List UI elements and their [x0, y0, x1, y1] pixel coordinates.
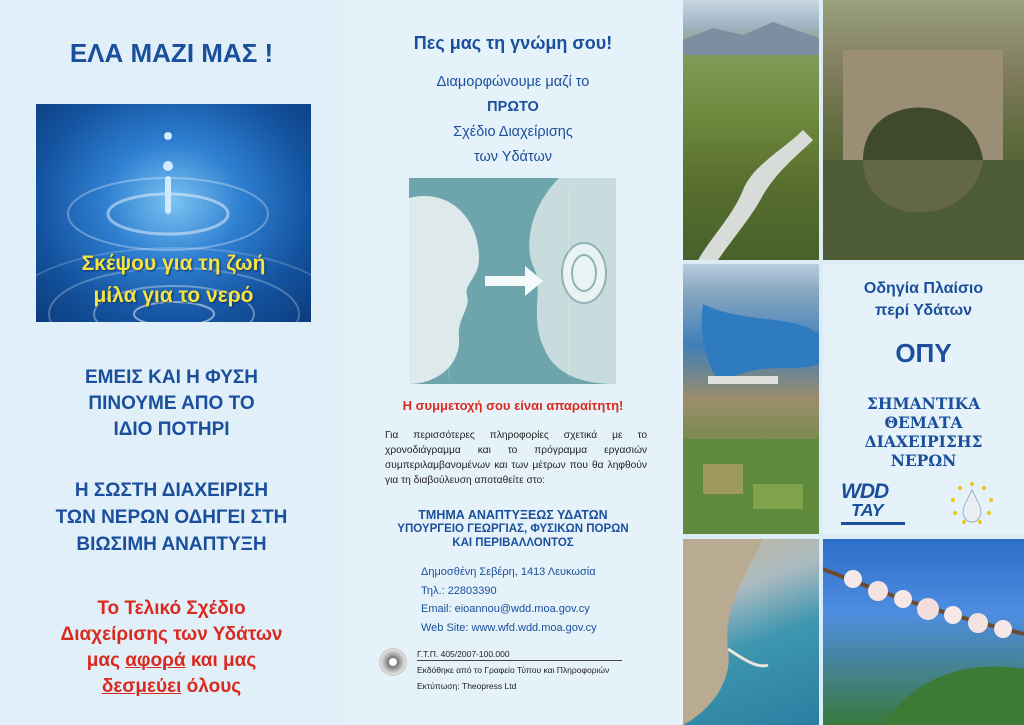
blossom-graphic [823, 539, 1024, 725]
ministry-name: ΚΑΙ ΠΕΡΙΒΑΛΛΟΝΤΟΣ [452, 537, 574, 549]
topics-line: ΣΗΜΑΝΤΙΚΑ [866, 394, 981, 413]
department-block [343, 508, 683, 550]
nature-line: ΕΜΕΙΣ ΚΑΙ Η ΦΥΣΗ [85, 367, 258, 388]
slogan-line-2: μίλα για το νερό [93, 284, 254, 307]
bridge-graphic [823, 0, 1024, 260]
management-line: ΒΙΩΣΙΜΗ ΑΝΑΠΤΥΞΗ [76, 534, 267, 555]
email-link[interactable]: Email: eioannou@wdd.moa.gov.cy [421, 603, 590, 615]
middle-panel [343, 0, 683, 725]
water-drop-image [36, 104, 311, 322]
reservoir-graphic [683, 264, 819, 534]
subtitle-line: Σχέδιο Διαχείρισης [453, 124, 573, 140]
department-name: ΤΜΗΜΑ ΑΝΑΠΤΥΞΕΩΣ ΥΔΑΤΩΝ [418, 508, 608, 522]
subtitle-line: των Υδάτων [473, 149, 553, 165]
nature-line: ΠΙΝΟΥΜΕ ΑΠΟ ΤΟ [88, 393, 255, 414]
final-plan-message [0, 596, 343, 700]
faces-graphic [409, 178, 616, 384]
directive-title [823, 278, 1024, 322]
nature-message [0, 365, 343, 443]
print-code: Γ.Τ.Π. 405/2007-100.000 [417, 649, 510, 659]
stone-bridge-photo [823, 0, 1024, 260]
address: Δημοσθένη Σεβέρη, 1413 Λευκωσία [421, 566, 596, 578]
management-line: Η ΣΩΣΤΗ ΔΙΑΧΕΙΡΙΣΗ [74, 480, 269, 501]
opinion-heading: Πες μας τη γνώμη σου! [413, 33, 613, 53]
participation-note: Η συμμετοχή σου είναι απαραίτητη! [402, 398, 624, 413]
wdd-logo-text: WDD [841, 480, 889, 503]
directive-line: περί Υδάτων [874, 302, 973, 319]
directive-line: Οδηγία Πλαίσιο [863, 280, 984, 297]
final-plan-line: μας αφορά και μας [86, 650, 257, 671]
slogan-line-1: Σκέψου για τη ζωή [81, 252, 266, 275]
phone: Τηλ.: 22803390 [421, 584, 497, 597]
coastline-photo [683, 539, 819, 725]
final-plan-line: Διαχείρισης των Υδάτων [60, 624, 283, 645]
topics-title [823, 394, 1024, 470]
management-message [0, 477, 343, 558]
plan-subtitle [343, 70, 683, 170]
subtitle-line: Διαμορφώνουμε μαζί το [436, 74, 590, 90]
topics-line: ΘΕΜΑΤΑ [884, 413, 963, 432]
coast-graphic [683, 539, 819, 725]
river-graphic [683, 0, 819, 260]
contact-block [421, 563, 597, 637]
website-link[interactable]: Web Site: www.wfd.wdd.moa.gov.cy [421, 621, 597, 634]
topics-line: ΝΕΡΩΝ [890, 451, 957, 470]
print-printer: Εκτύπωση: Theopress Ltd [417, 681, 517, 691]
tay-logo-text: ΤΑΥ [851, 500, 884, 520]
wdd-logo [841, 480, 905, 526]
print-info [379, 646, 664, 696]
eu-drop-graphic [947, 476, 997, 530]
info-paragraph: Για περισσότερες πληροφορίες σχετικά με το χρονοδιάγραμμα και το πρόγραμμα εργασιών συμπεριλαμβανομένων και των μέτρων που θα ληφθούν για τη διαβούλευση αποταθείτε στο: [385, 430, 647, 486]
left-panel [0, 0, 343, 725]
subtitle-line: ΠΡΩΤΟ [487, 99, 539, 115]
final-plan-line: δεσμεύει όλους [101, 676, 242, 697]
print-issued: Εκδόθηκε από το Γραφείο Τύπου και Πληροφοριών [417, 665, 610, 675]
underlined-word: αφορά [125, 650, 186, 671]
topics-line: ΔΙΑΧΕΙΡΙΣΗΣ [864, 432, 983, 451]
divider [417, 660, 622, 661]
eu-drop-logo-icon [947, 476, 997, 530]
underlined-word: δεσμεύει [101, 676, 182, 697]
nature-line: ΙΔΙΟ ΠΟΤΗΡΙ [113, 419, 230, 440]
title-panel [823, 264, 1024, 534]
communication-image [409, 178, 616, 384]
press-office-logo-icon [379, 648, 407, 676]
management-line: ΤΩΝ ΝΕΡΩΝ ΟΔΗΓΕΙ ΣΤΗ [55, 507, 288, 528]
acronym: ΟΠΥ [895, 338, 952, 368]
reservoir-photo [683, 264, 819, 534]
headline: ΕΛΑ ΜΑΖΙ ΜΑΣ ! [69, 38, 274, 68]
blossom-photo [823, 539, 1024, 725]
final-plan-line: Το Τελικό Σχέδιο [97, 598, 246, 619]
river-valley-photo [683, 0, 819, 260]
print-text [417, 646, 609, 694]
ministry-name: ΥΠΟΥΡΓΕΙΟ ΓΕΩΡΓΙΑΣ, ΦΥΣΙΚΩΝ ΠΟΡΩΝ [397, 523, 629, 535]
logo-wave [841, 522, 905, 525]
